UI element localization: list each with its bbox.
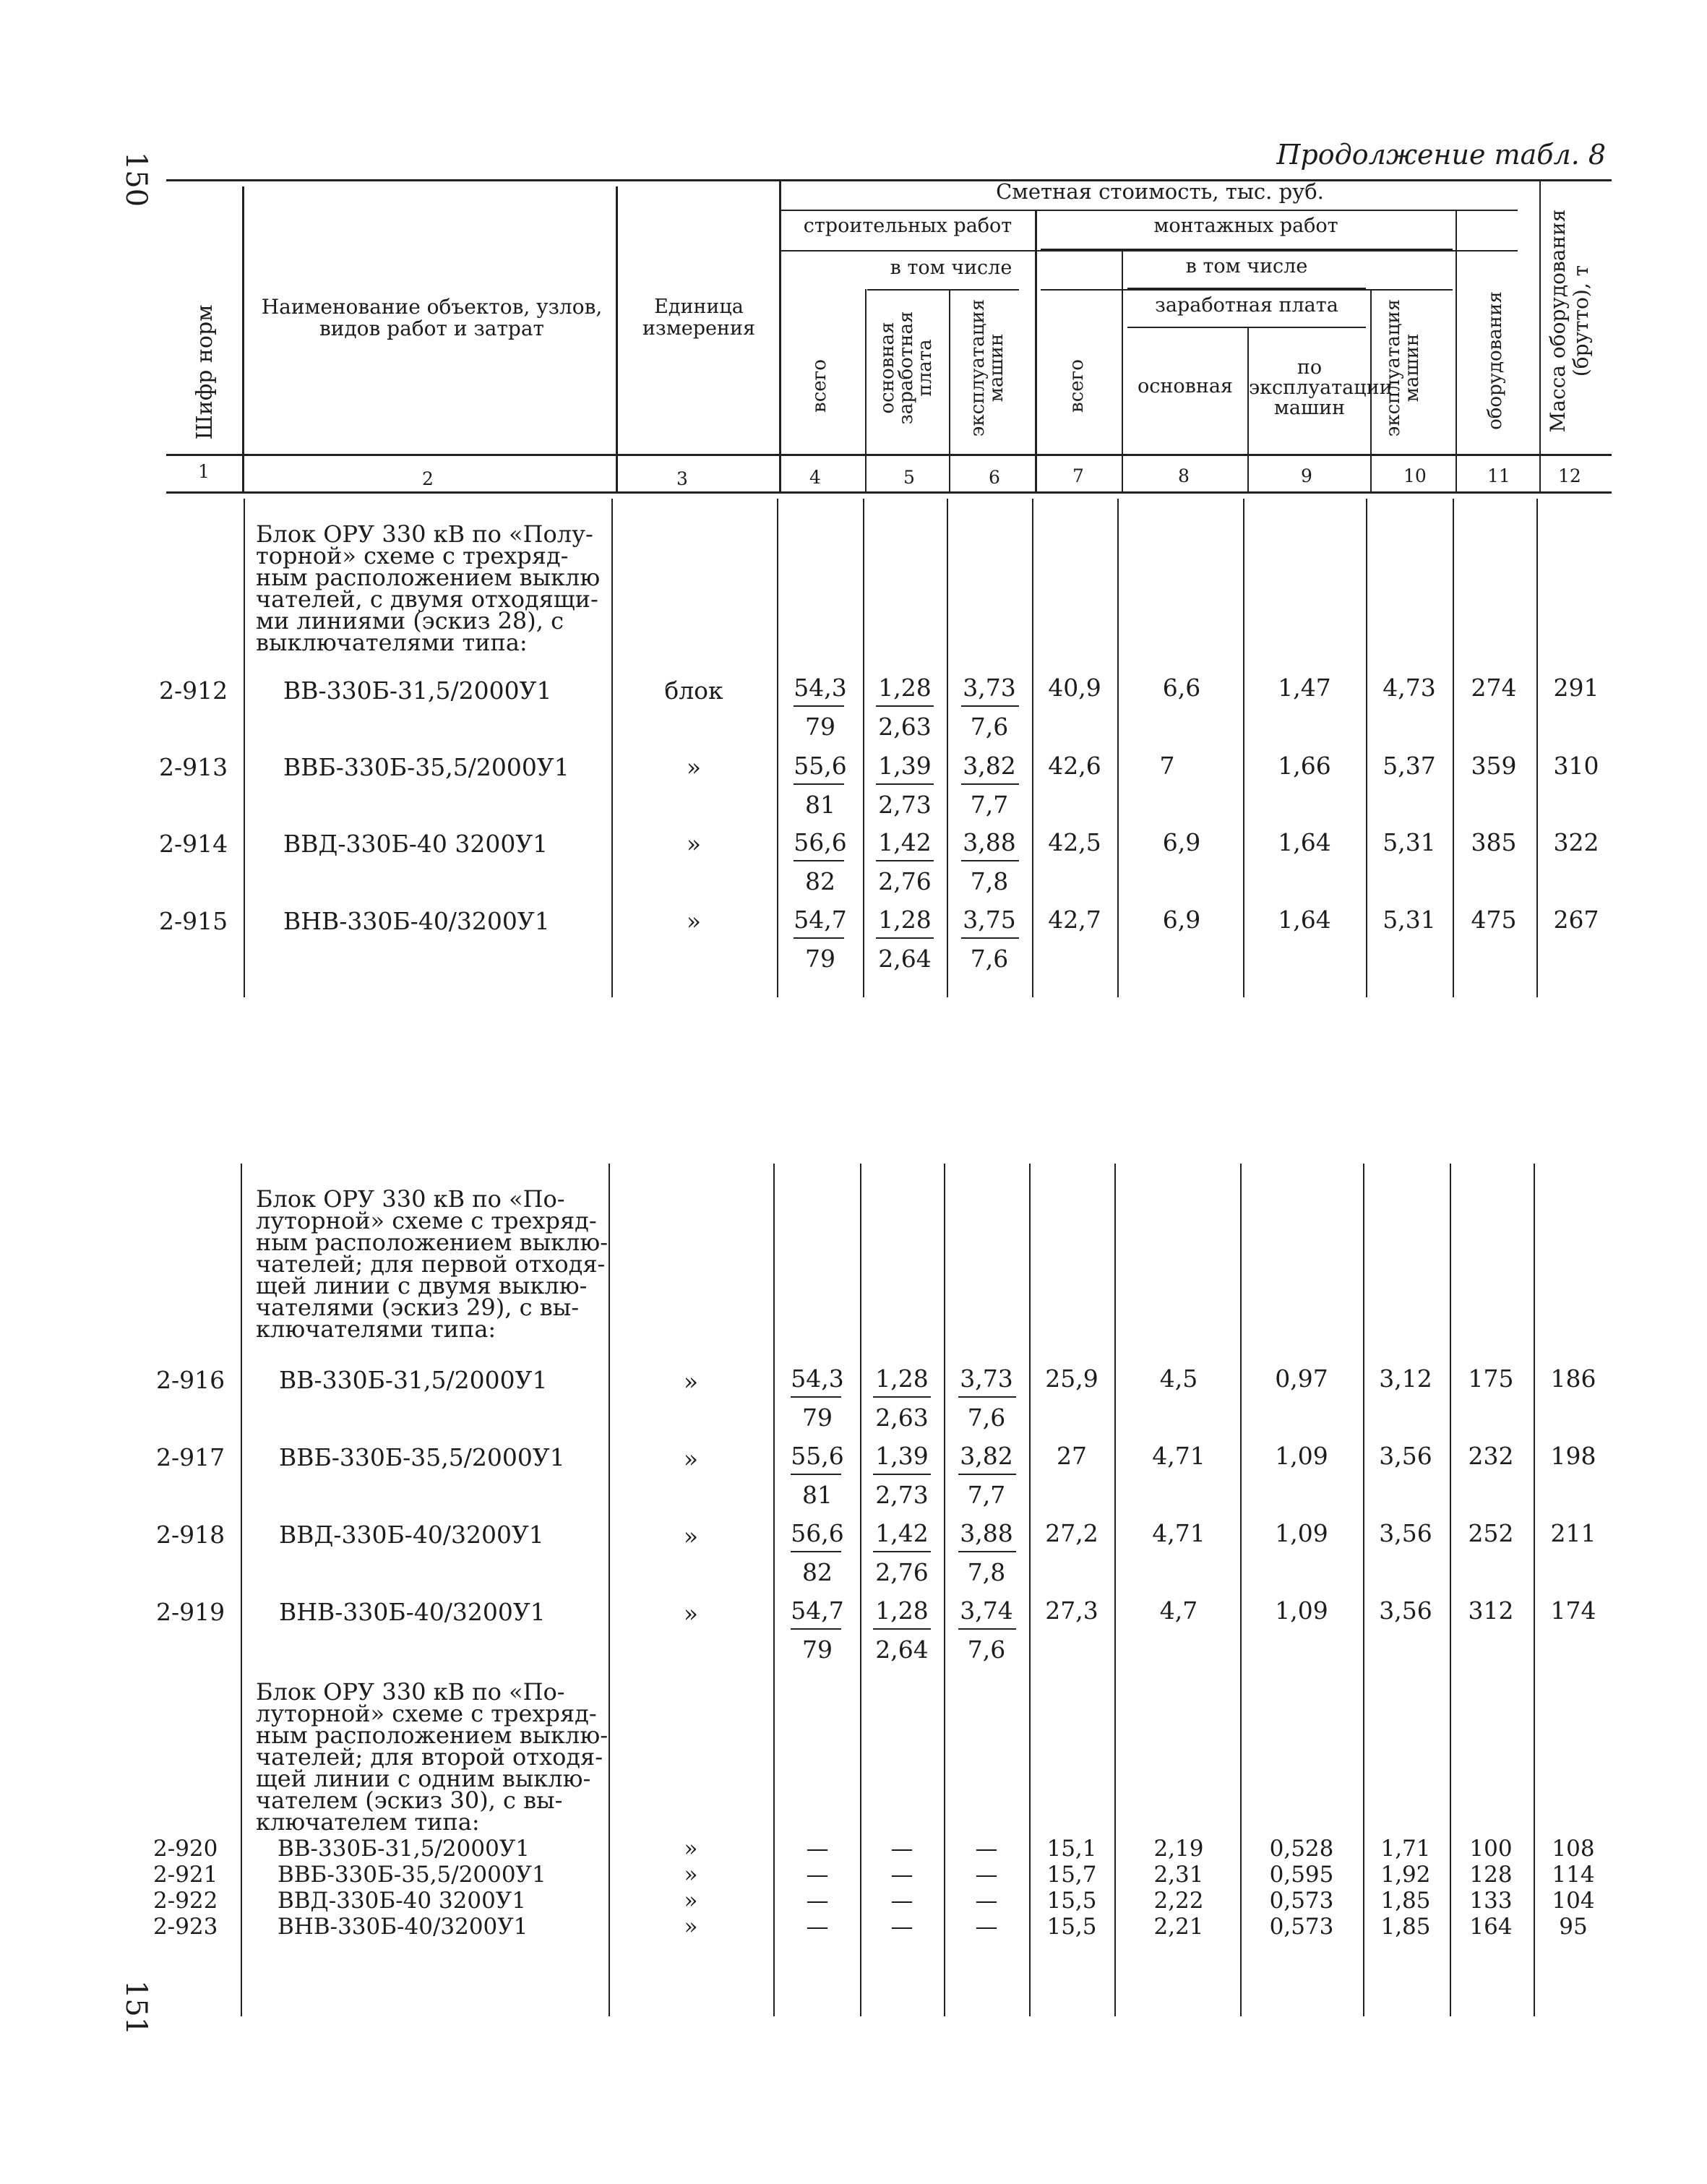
cell-c11: 274 — [1471, 674, 1517, 702]
cell-c4b: 79 — [802, 1635, 833, 1664]
row-unit: » — [686, 907, 702, 935]
header-col8: основная — [1138, 375, 1233, 397]
cell-c12: 198 — [1550, 1442, 1596, 1470]
cell-c6b: 7,7 — [970, 791, 1009, 819]
cell-c6b: 7,6 — [970, 713, 1009, 741]
cell-c4: 54,3 — [791, 1364, 844, 1393]
cell-c6: 3,88 — [963, 828, 1016, 856]
cell-c7: 15,5 — [1046, 1914, 1097, 1940]
row-unit: » — [684, 1888, 698, 1914]
cell-c10: 4,73 — [1383, 674, 1436, 702]
cell-c6: 3,73 — [963, 674, 1016, 702]
cell-c8: 2,19 — [1153, 1836, 1204, 1862]
cell-c12: 114 — [1552, 1862, 1595, 1888]
cell-c8: 6,9 — [1162, 828, 1201, 856]
row-code: 2-923 — [153, 1914, 218, 1940]
cell-c6: 3,73 — [960, 1364, 1013, 1393]
row-type: ВВ-330Б-31,5/2000У1 — [278, 1836, 530, 1862]
row-unit: » — [684, 1862, 698, 1888]
row-code: 2-919 — [156, 1598, 225, 1626]
header-incl-install: в том числе — [1185, 255, 1308, 278]
cell-c12: 291 — [1553, 674, 1599, 702]
cell-c8: 6,9 — [1162, 906, 1201, 934]
header-name: Наименование объектов, узлов, видов работ и затрат — [261, 295, 603, 340]
header-col4: всего — [809, 359, 830, 413]
cell-c6: 3,82 — [960, 1442, 1013, 1470]
row-code: 2-914 — [159, 830, 228, 858]
row-code: 2-922 — [153, 1888, 218, 1914]
cell-c8: 6,6 — [1162, 674, 1201, 702]
header-incl-construction: в том числе — [890, 257, 1012, 279]
cell-c8: 7 — [1159, 752, 1175, 780]
row-unit: блок — [664, 676, 723, 705]
cell-c6: — — [975, 1862, 998, 1888]
cell-c5: — — [890, 1836, 913, 1862]
cell-c11: 252 — [1468, 1519, 1514, 1547]
col-number-11: 11 — [1487, 465, 1510, 486]
cell-c5: — — [890, 1888, 913, 1914]
row-unit: » — [684, 1836, 698, 1862]
cell-c7: 27,3 — [1045, 1596, 1098, 1625]
header-unit: Единица измерения — [642, 296, 755, 340]
cell-c4: 54,7 — [791, 1596, 844, 1625]
cell-c4b: 79 — [802, 1403, 833, 1432]
cell-c9: 0,595 — [1269, 1862, 1334, 1888]
header-estimate: Сметная стоимость, тыс. руб. — [996, 179, 1324, 204]
cell-c12: 267 — [1553, 906, 1599, 934]
col-number-9: 9 — [1301, 465, 1312, 486]
row-unit: » — [683, 1522, 699, 1550]
row-unit: » — [683, 1367, 699, 1396]
cell-c8: 4,71 — [1152, 1519, 1205, 1547]
cell-c6b: 7,8 — [970, 867, 1009, 895]
cell-c4b: 82 — [802, 1558, 833, 1586]
cell-c7: 27,2 — [1045, 1519, 1098, 1547]
cell-c6: — — [975, 1888, 998, 1914]
cell-c10: 5,31 — [1383, 906, 1436, 934]
cell-c9: 0,528 — [1269, 1836, 1334, 1862]
cell-c5: 1,39 — [875, 1442, 929, 1470]
col-number-8: 8 — [1178, 465, 1190, 486]
header-code: Шифр норм — [192, 304, 218, 440]
cell-c12: 322 — [1553, 828, 1599, 856]
row-unit: » — [683, 1445, 699, 1473]
row-type: ВВБ-330Б-35,5/2000У1 — [278, 1862, 546, 1888]
cell-c5: 1,28 — [875, 1364, 929, 1393]
cell-c11: 128 — [1469, 1862, 1513, 1888]
cell-c7: 15,7 — [1046, 1862, 1097, 1888]
cell-c6b: 7,6 — [970, 945, 1009, 973]
cell-c6: 3,74 — [960, 1596, 1013, 1625]
cell-c9: 1,09 — [1275, 1519, 1328, 1547]
cell-c6: 3,75 — [963, 906, 1016, 934]
cell-c11: 385 — [1471, 828, 1517, 856]
header-col9: по эксплуатации машин — [1249, 356, 1393, 419]
cell-c11: 164 — [1469, 1914, 1513, 1940]
page-number-bottom: 151 — [119, 1979, 153, 2036]
cell-c4b: 81 — [805, 791, 835, 819]
cell-c8: 4,5 — [1159, 1364, 1198, 1393]
cell-c8: 2,22 — [1153, 1888, 1204, 1914]
cell-c6: 3,82 — [963, 752, 1016, 780]
cell-c5: — — [890, 1862, 913, 1888]
cell-c10: 1,92 — [1380, 1862, 1431, 1888]
cell-c5: 1,42 — [875, 1519, 929, 1547]
cell-c6: — — [975, 1914, 998, 1940]
cell-c4: — — [806, 1862, 829, 1888]
cell-c4b: 82 — [805, 867, 835, 895]
cell-c10: 5,31 — [1383, 828, 1436, 856]
row-type: ВВ-330Б-31,5/2000У1 — [283, 676, 552, 705]
cell-c4: — — [806, 1914, 829, 1940]
row-code: 2-912 — [159, 676, 228, 705]
cell-c7: 27 — [1057, 1442, 1087, 1470]
header-salary: заработная плата — [1155, 294, 1338, 317]
cell-c6b: 7,8 — [967, 1558, 1006, 1586]
cell-c5b: 2,63 — [875, 1403, 929, 1432]
cell-c4: 55,6 — [791, 1442, 844, 1470]
cell-c12: 174 — [1550, 1596, 1596, 1625]
cell-c8: 2,31 — [1153, 1862, 1204, 1888]
row-code: 2-916 — [156, 1366, 225, 1394]
cell-c7: 42,6 — [1048, 752, 1101, 780]
table-caption: Продолжение табл. 8 — [1276, 139, 1606, 171]
cell-c11: 232 — [1468, 1442, 1514, 1470]
cell-c8: 4,7 — [1159, 1596, 1198, 1625]
page-number-top: 150 — [119, 151, 153, 207]
cell-c12: 310 — [1553, 752, 1599, 780]
cell-c11: 100 — [1469, 1836, 1513, 1862]
cell-c4: — — [806, 1888, 829, 1914]
cell-c9: 0,97 — [1275, 1364, 1328, 1393]
section-1-description: Блок ОРУ 330 кВ по «Полу- торной» схеме с трехряд- ным расположением выклю чателей, с двумя отходящи- ми линиями (эскиз 28), с выключателями типа: — [256, 520, 601, 656]
cell-c9: 1,09 — [1275, 1596, 1328, 1625]
row-code: 2-920 — [153, 1836, 218, 1862]
row-type: ВНВ-330Б-40/3200У1 — [283, 907, 550, 935]
col-number-3: 3 — [676, 468, 688, 489]
cell-c5: 1,28 — [878, 906, 932, 934]
cell-c9: 0,573 — [1269, 1914, 1334, 1940]
row-code: 2-917 — [156, 1443, 225, 1471]
cell-c7: 42,5 — [1048, 828, 1101, 856]
cell-c10: 1,85 — [1380, 1888, 1431, 1914]
cell-c7: 15,5 — [1046, 1888, 1097, 1914]
col-number-6: 6 — [989, 467, 1000, 488]
cell-c9: 1,64 — [1278, 906, 1331, 934]
cell-c4: 54,7 — [794, 906, 847, 934]
col-number-10: 10 — [1403, 465, 1427, 486]
cell-c4: 54,3 — [794, 674, 847, 702]
header-col12: Масса оборудования (брутто), т — [1546, 209, 1593, 433]
cell-c9: 1,66 — [1278, 752, 1331, 780]
cell-c6b: 7,6 — [967, 1403, 1006, 1432]
cell-c5: 1,28 — [875, 1596, 929, 1625]
cell-c5b: 2,64 — [875, 1635, 929, 1664]
row-unit: » — [683, 1599, 699, 1628]
row-type: ВВБ-330Б-35,5/2000У1 — [283, 753, 569, 781]
cell-c4: — — [806, 1836, 829, 1862]
cell-c10: 3,56 — [1379, 1442, 1432, 1470]
cell-c6: 3,88 — [960, 1519, 1013, 1547]
header-col5: основная заработная плата — [877, 311, 936, 425]
cell-c10: 3,56 — [1379, 1596, 1432, 1625]
cell-c6b: 7,6 — [967, 1635, 1006, 1664]
cell-c9: 1,64 — [1278, 828, 1331, 856]
cell-c4b: 79 — [805, 945, 835, 973]
col-number-2: 2 — [422, 468, 434, 489]
cell-c5: 1,39 — [878, 752, 932, 780]
header-install: монтажных работ — [1153, 215, 1338, 237]
row-type: ВВД-330Б-40 3200У1 — [283, 830, 549, 858]
row-code: 2-921 — [153, 1862, 218, 1888]
cell-c6b: 7,7 — [967, 1481, 1006, 1509]
header-col6: эксплуатация машин — [967, 298, 1007, 437]
cell-c4b: 79 — [805, 713, 835, 741]
col-number-5: 5 — [903, 467, 915, 488]
cell-c9: 1,09 — [1275, 1442, 1328, 1470]
section-3-description: Блок ОРУ 330 кВ по «По- луторной» схеме с трехряд- ным расположением выклю- чателей; для второй отходя- щей линии с одним выклю- чателем (эскиз 30), с вы- ключателем типа: — [256, 1678, 609, 1836]
cell-c5b: 2,63 — [878, 713, 932, 741]
cell-c5: 1,42 — [878, 828, 932, 856]
row-unit: » — [684, 1914, 698, 1940]
cell-c6: — — [975, 1836, 998, 1862]
cell-c4b: 81 — [802, 1481, 833, 1509]
cell-c7: 15,1 — [1046, 1836, 1097, 1862]
cell-c8: 2,21 — [1153, 1914, 1204, 1940]
cell-c5b: 2,76 — [878, 867, 932, 895]
row-code: 2-918 — [156, 1521, 225, 1549]
row-unit: » — [686, 753, 702, 781]
cell-c5b: 2,76 — [875, 1558, 929, 1586]
row-type: ВВД-330Б-40/3200У1 — [279, 1521, 544, 1549]
header-col7: всего — [1066, 359, 1088, 413]
header-construction: строительных работ — [803, 215, 1012, 237]
cell-c8: 4,71 — [1152, 1442, 1205, 1470]
col-number-1: 1 — [198, 461, 210, 482]
cell-c5: 1,28 — [878, 674, 932, 702]
cell-c9: 0,573 — [1269, 1888, 1334, 1914]
row-type: ВНВ-330Б-40/3200У1 — [279, 1598, 546, 1626]
cell-c5b: 2,73 — [875, 1481, 929, 1509]
cell-c7: 40,9 — [1048, 674, 1101, 702]
cell-c7: 42,7 — [1048, 906, 1101, 934]
col-number-4: 4 — [809, 467, 821, 488]
cell-c11: 175 — [1468, 1364, 1514, 1393]
cell-c11: 475 — [1471, 906, 1517, 934]
cell-c12: 95 — [1559, 1914, 1588, 1940]
cell-c11: 133 — [1469, 1888, 1513, 1914]
cell-c10: 1,71 — [1380, 1836, 1431, 1862]
cell-c4: 56,6 — [794, 828, 847, 856]
row-unit: » — [686, 830, 702, 858]
cell-c4: 56,6 — [791, 1519, 844, 1547]
header-col10: эксплуатация машин — [1383, 298, 1423, 437]
cell-c10: 3,56 — [1379, 1519, 1432, 1547]
col-number-7: 7 — [1072, 465, 1084, 486]
cell-c9: 1,47 — [1278, 674, 1331, 702]
cell-c5b: 2,73 — [878, 791, 932, 819]
cell-c10: 5,37 — [1383, 752, 1436, 780]
cell-c10: 1,85 — [1380, 1914, 1431, 1940]
cell-c5b: 2,64 — [878, 945, 932, 973]
cell-c11: 359 — [1471, 752, 1517, 780]
row-type: ВВД-330Б-40 3200У1 — [278, 1888, 526, 1914]
cell-c5: — — [890, 1914, 913, 1940]
section-2-description: Блок ОРУ 330 кВ по «По- луторной» схеме с трехряд- ным расположением выклю- чателей; для первой отходя- щей линии с двумя выклю- чателями (эскиз 29), с вы- ключателями типа: — [256, 1185, 609, 1343]
cell-c12: 104 — [1552, 1888, 1595, 1914]
cell-c11: 312 — [1468, 1596, 1514, 1625]
row-code: 2-913 — [159, 753, 228, 781]
col-number-12: 12 — [1558, 465, 1581, 486]
row-type: ВНВ-330Б-40/3200У1 — [278, 1914, 528, 1940]
row-code: 2-915 — [159, 907, 228, 935]
cell-c10: 3,12 — [1379, 1364, 1432, 1393]
cell-c7: 25,9 — [1045, 1364, 1098, 1393]
cell-c12: 186 — [1550, 1364, 1596, 1393]
cell-c12: 108 — [1552, 1836, 1595, 1862]
cell-c12: 211 — [1550, 1519, 1596, 1547]
cell-c4: 55,6 — [794, 752, 847, 780]
header-col11: оборудования — [1484, 291, 1506, 430]
row-type: ВВ-330Б-31,5/2000У1 — [279, 1366, 548, 1394]
row-type: ВВБ-330Б-35,5/2000У1 — [279, 1443, 565, 1471]
